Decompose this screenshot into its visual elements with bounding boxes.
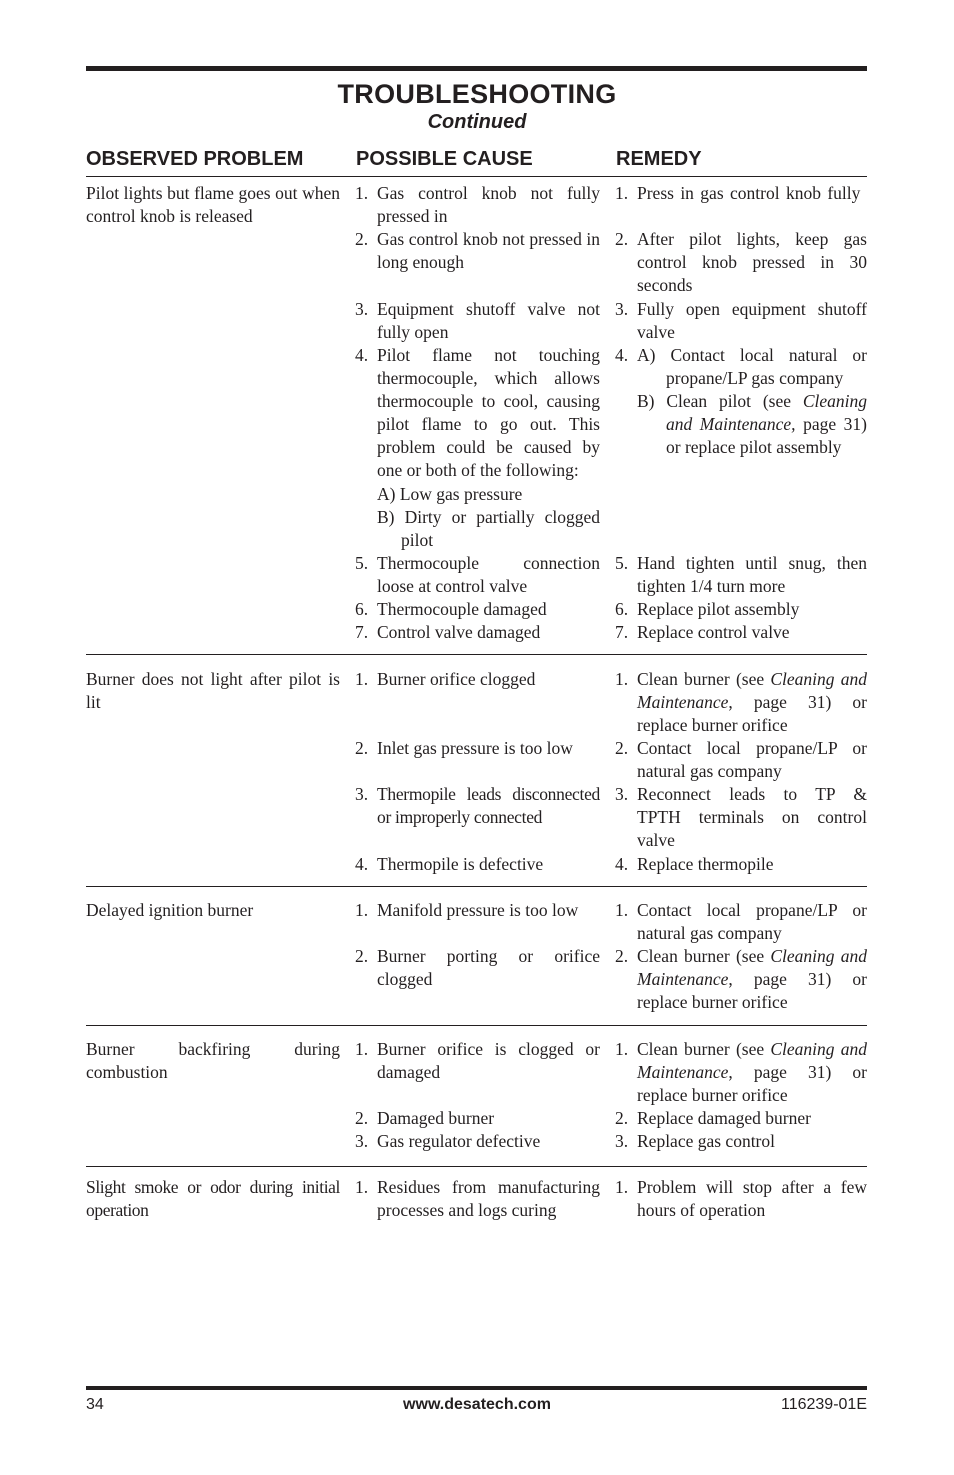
cause-item: 2. Burner porting or orifice clogged	[355, 946, 600, 990]
cause-sub-item: A) Low gas pressure	[377, 483, 523, 504]
problem-pilot-flame-goes-out: Pilot lights but flame goes out when control knob is released	[86, 183, 340, 227]
remedy-item: 4. Replace thermopile	[615, 854, 774, 874]
remedy-item: 1. Press in gas control knob fully	[615, 183, 861, 203]
remedy-item: 5. Hand tighten until snug, then tighten 1/4 turn more	[615, 553, 867, 597]
cause-item: 4. Pilot flame not touching thermocouple, which allows thermocouple to cool, causing pilot flame to go out. This problem could be caused by one or both of the following: A) Low gas pressure B) Dirty or partially clogged pilot	[355, 344, 600, 552]
cause-item: 2. Inlet gas pressure is too low	[355, 738, 573, 758]
remedy-item: 1. Problem will stop after a few hours of operation	[615, 1177, 867, 1221]
page-title: TROUBLESHOOTING	[337, 79, 617, 109]
remedy-item: 1. Clean burner (see Cleaning and Maintenance, page 31) or replace burner orifice	[615, 669, 867, 736]
remedy-item: 3. Replace gas control	[615, 1131, 776, 1151]
cause-item: 7. Control valve damaged	[355, 622, 541, 642]
section-divider	[86, 654, 867, 655]
problem-burner-backfiring: Burner backfiring during combustion	[86, 1039, 340, 1083]
column-header-problem: OBSERVED PROBLEM	[86, 148, 304, 170]
remedy-item: 2. Replace damaged burner	[615, 1108, 811, 1128]
cause-item: 4. Thermopile is defective	[355, 854, 544, 874]
problem-delayed-ignition: Delayed ignition burner	[86, 900, 254, 920]
section-divider	[86, 1025, 867, 1026]
section-divider	[86, 886, 867, 887]
footer-url: www.desatech.com	[403, 1396, 551, 1413]
remedy-item: 6. Replace pilot assembly	[615, 599, 800, 619]
remedy-item: 1. Clean burner (see Cleaning and Maintenance, page 31) or replace burner orifice	[615, 1039, 867, 1106]
cause-item: 3. Thermopile leads disconnected or improperly connected	[355, 784, 600, 828]
footer-rule	[86, 1386, 867, 1390]
cause-item: 3. Gas regulator defective	[355, 1131, 541, 1151]
remedy-item: 7. Replace control valve	[615, 622, 790, 642]
cause-item: 6. Thermocouple damaged	[355, 599, 547, 619]
remedy-item: 3. Reconnect leads to TP & TPTH terminals on control valve	[615, 784, 867, 851]
cause-item: 5. Thermocouple connection loose at control valve	[355, 553, 600, 597]
cause-item: 1. Manifold pressure is too low	[355, 900, 579, 920]
remedy-item: 1. Contact local propane/LP or natural gas company	[615, 900, 867, 944]
remedy-item: 2. After pilot lights, keep gas control knob pressed in 30 seconds	[615, 229, 867, 296]
cause-item: 3. Equipment shutoff valve not fully open	[355, 299, 600, 343]
column-header-cause: POSSIBLE CAUSE	[356, 148, 533, 170]
document-code: 116239-01E	[781, 1396, 867, 1413]
cause-item: 1. Burner orifice is clogged or damaged	[355, 1039, 600, 1083]
cause-item: 1. Gas control knob not fully pressed in	[355, 183, 600, 227]
cause-item: 1. Residues from manufacturing processes and logs curing	[355, 1177, 600, 1221]
remedy-item: 2. Contact local propane/LP or natural gas company	[615, 738, 867, 782]
remedy-sub-item: B) Clean pilot (see Cleaning and Maintenance, page 31) or replace pilot assembly	[637, 391, 867, 458]
header-rule	[86, 176, 867, 177]
remedy-item: 2. Clean burner (see Cleaning and Maintenance, page 31) or replace burner orifice	[615, 946, 867, 1013]
column-header-remedy: REMEDY	[616, 148, 702, 170]
section-divider	[86, 1166, 867, 1167]
cause-item: 1. Burner orifice clogged	[355, 669, 536, 689]
top-rule	[86, 66, 867, 71]
remedy-item: 4. A) Contact local natural or propane/LP gas company B) Clean pilot (see Cleaning and Maintenance, page 31) or replace pilot assembly	[615, 344, 867, 459]
cause-item: 2. Gas control knob not pressed in long enough	[355, 229, 600, 273]
page-number: 34	[86, 1396, 104, 1413]
problem-slight-smoke: Slight smoke or odor during initial operation	[86, 1177, 340, 1221]
cause-item: 2. Damaged burner	[355, 1108, 495, 1128]
page-subtitle: Continued	[427, 111, 527, 133]
remedy-item: 3. Fully open equipment shutoff valve	[615, 299, 867, 343]
problem-burner-does-not-light: Burner does not light after pilot is lit	[86, 669, 340, 713]
cause-sub-item: B) Dirty or partially clogged pilot	[377, 506, 600, 550]
